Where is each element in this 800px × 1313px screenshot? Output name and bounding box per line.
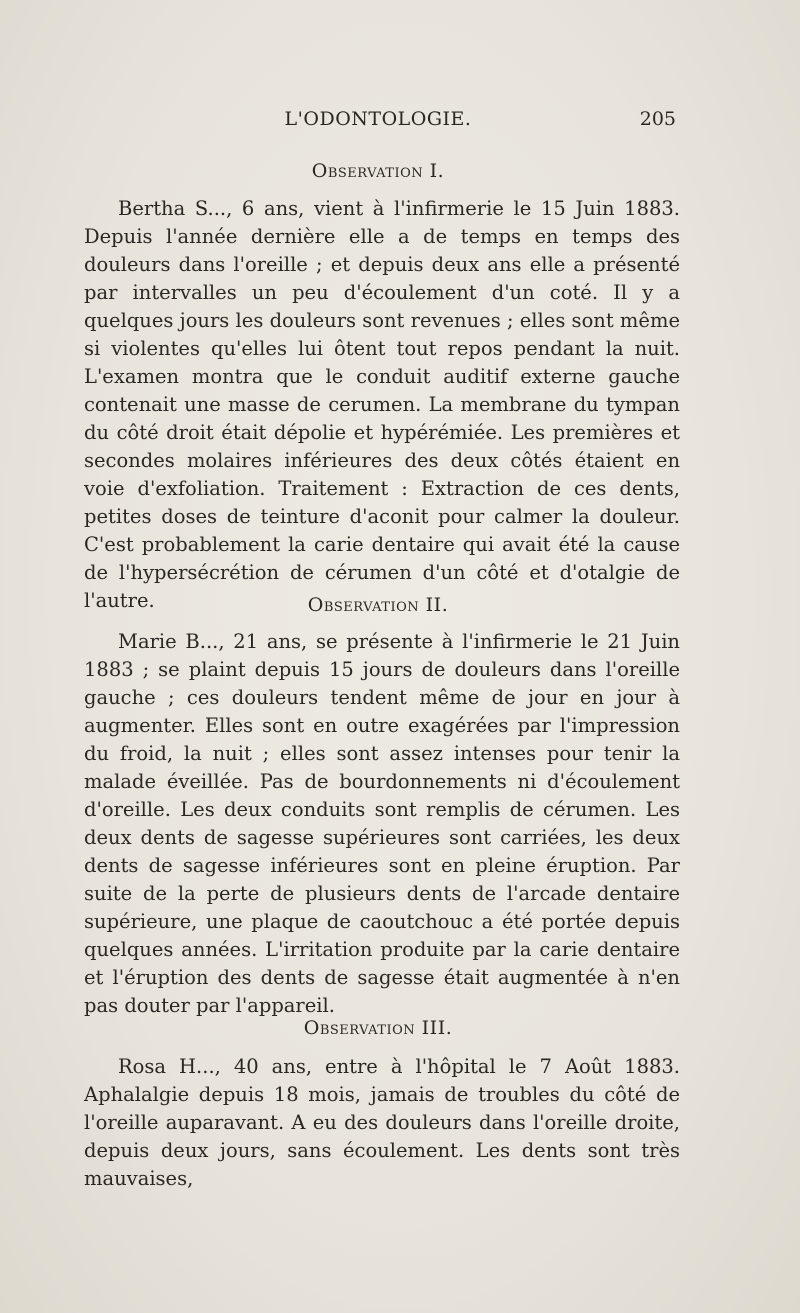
observation-heading-1: Observation I. xyxy=(311,160,445,182)
observation-body-2 xyxy=(84,628,680,1020)
page-header xyxy=(80,108,676,134)
observation-body-3 xyxy=(84,1053,680,1193)
observation-paragraph-1: Bertha S..., 6 ans, vient à l'infirmerie le 15 Juin 1883. Depuis l'année dernière elle a de temps en temps des douleurs dans l'oreille ; et depuis deux ans elle a présenté par intervalles un peu d'écoulement d'un coté. Il y a quelques jours les douleurs sont revenues ; elles sont même si violentes qu'elles lui ôtent tout repos pendant la nuit. L'examen montra que le conduit auditif externe gauche contenait une masse de cerumen. La membrane du tympan du côté droit était dépolie et hypérémiée. Les premières et secondes molaires inférieures des deux côtés étaient en voie d'exfoliation. Traitement : Extraction de ces dents, petites doses de teinture d'aconit pour calmer la douleur. C'est probablement la carie dentaire qui avait été la cause de l'hypersécrétion de cérumen d'un côté et d'otalgie de l'autre. xyxy=(84,197,680,612)
observation-heading-2: Observation II. xyxy=(307,594,449,616)
observation-paragraph-2: Marie B..., 21 ans, se présente à l'infirmerie le 21 Juin 1883 ; se plaint depuis 15 jours de douleurs dans l'oreille gauche ; ces douleurs tendent même de jour en jour à augmenter. Elles sont en outre exagérées par l'impression du froid, la nuit ; elles sont assez intenses pour tenir la malade éveillée. Pas de bourdonnements ni d'écoulement d'oreille. Les deux conduits sont remplis de cérumen. Les deux dents de sagesse supérieures sont carriées, les deux dents de sagesse inférieures sont en pleine éruption. Par suite de la perte de plusieurs dents de l'arcade dentaire supérieure, une plaque de caoutchouc a été portée depuis quelques années. L'irritation produite par la carie dentaire et l'éruption des dents de sagesse était augmentée à n'en pas douter par l'appareil. xyxy=(84,630,680,1017)
observation-heading-3: Observation III. xyxy=(303,1017,453,1039)
page-number: 205 xyxy=(639,108,676,130)
observation-paragraph-3: Rosa H..., 40 ans, entre à l'hôpital le 7 Août 1883. Aphalalgie depuis 18 mois, jamais de troubles du côté de l'oreille auparavant. A eu des douleurs dans l'oreille droite, depuis deux jours, sans écoulement. Les dents sont très mauvaises, xyxy=(84,1055,680,1190)
running-title: L'ODONTOLOGIE. xyxy=(284,108,472,130)
observation-body-1 xyxy=(84,195,680,615)
